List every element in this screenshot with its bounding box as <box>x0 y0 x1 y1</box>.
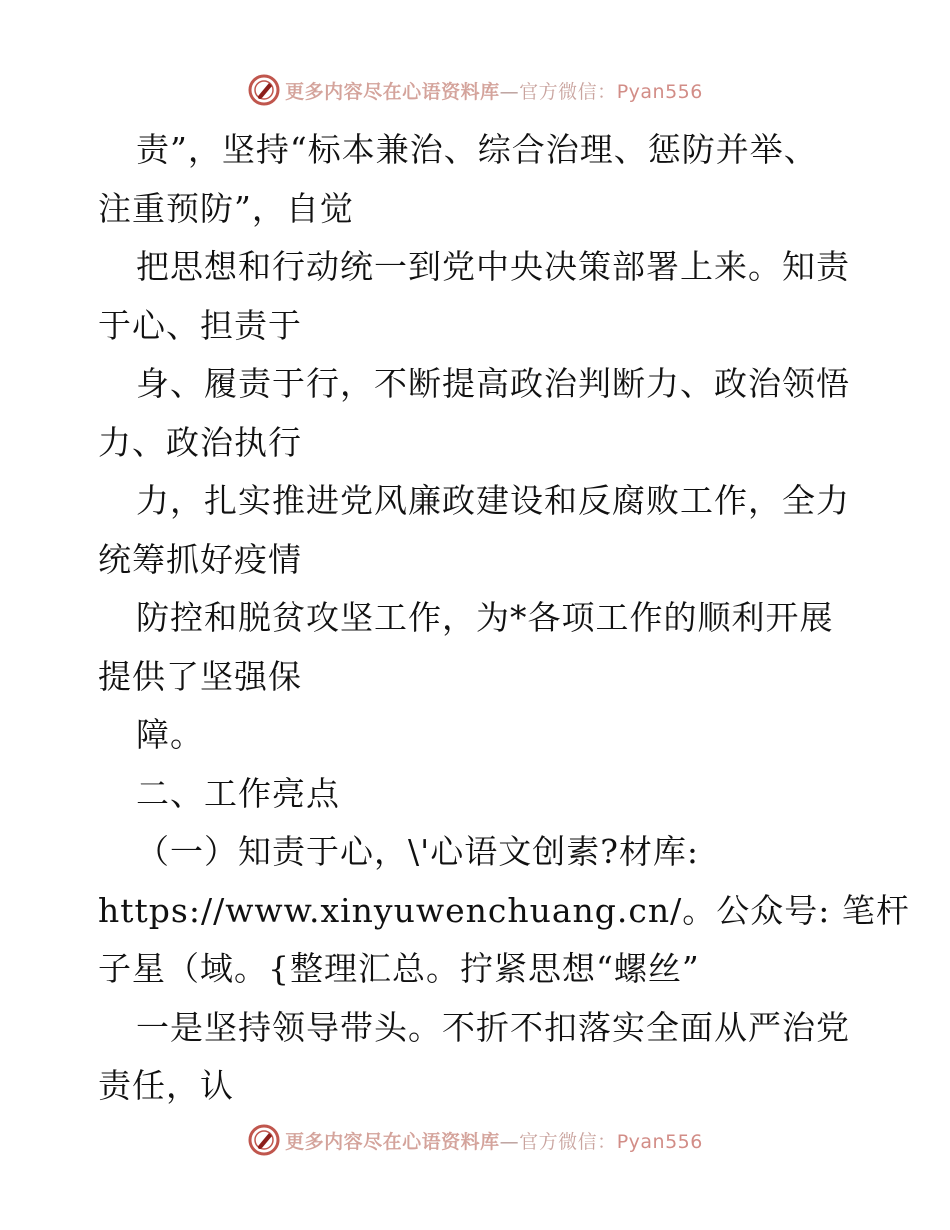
watermark-label: 官方微信： <box>519 80 617 103</box>
watermark-text <box>285 77 703 104</box>
text-line: 一是坚持领导带头。不折不扣落实全面从严治党 <box>136 1007 850 1047</box>
text-line: 把思想和行动统一到党中央决策部署上来。知责 <box>136 247 850 286</box>
text-line: 责”，坚持“标本兼治、综合治理、惩防并举、 <box>136 130 818 169</box>
text-line: 统筹抓好疫情 <box>98 539 302 579</box>
text-line: 防控和脱贫攻坚工作，为*各项工作的顺利开展 <box>136 598 834 637</box>
text-line: 力，扎实推进党风廉政建设和反腐败工作，全力 <box>136 481 850 520</box>
document-body <box>98 121 910 1116</box>
pen-nib-seal-icon <box>247 1123 281 1157</box>
watermark-account: Pyan556 <box>616 80 703 103</box>
footer-watermark <box>0 1122 950 1158</box>
text-line: 于心、担责于 <box>98 305 302 345</box>
watermark-separator: — <box>499 1130 520 1153</box>
header-watermark <box>0 72 950 108</box>
text-line: 身、履责于行，不断提高政治判断力、政治领悟 <box>136 364 850 403</box>
text-line: 责任，认 <box>98 1066 234 1105</box>
text-line: 障。 <box>136 715 204 754</box>
section-heading: 二、工作亮点 <box>136 773 340 813</box>
text-line: 力、政治执行 <box>98 422 302 462</box>
watermark-text <box>285 1127 703 1154</box>
watermark-separator: — <box>499 80 520 103</box>
text-line: 注重预防”，自觉 <box>98 188 354 228</box>
pen-nib-seal-icon <box>247 73 281 107</box>
text-line: 子星（域。{整理汇总。拧紧思想“螺丝” <box>98 949 700 988</box>
watermark-brand: 更多内容尽在心语资料库 <box>285 1130 500 1153</box>
subsection-heading: （一）知责于心，\'心语文创素?材库: <box>136 832 700 871</box>
watermark-brand: 更多内容尽在心语资料库 <box>285 80 500 103</box>
watermark-account: Pyan556 <box>616 1130 703 1153</box>
text-line: 提供了坚强保 <box>98 656 302 696</box>
text-line: https://www.xinyuwenchuang.cn/。公众号: 笔杆 <box>98 890 910 930</box>
watermark-label: 官方微信： <box>519 1130 617 1153</box>
